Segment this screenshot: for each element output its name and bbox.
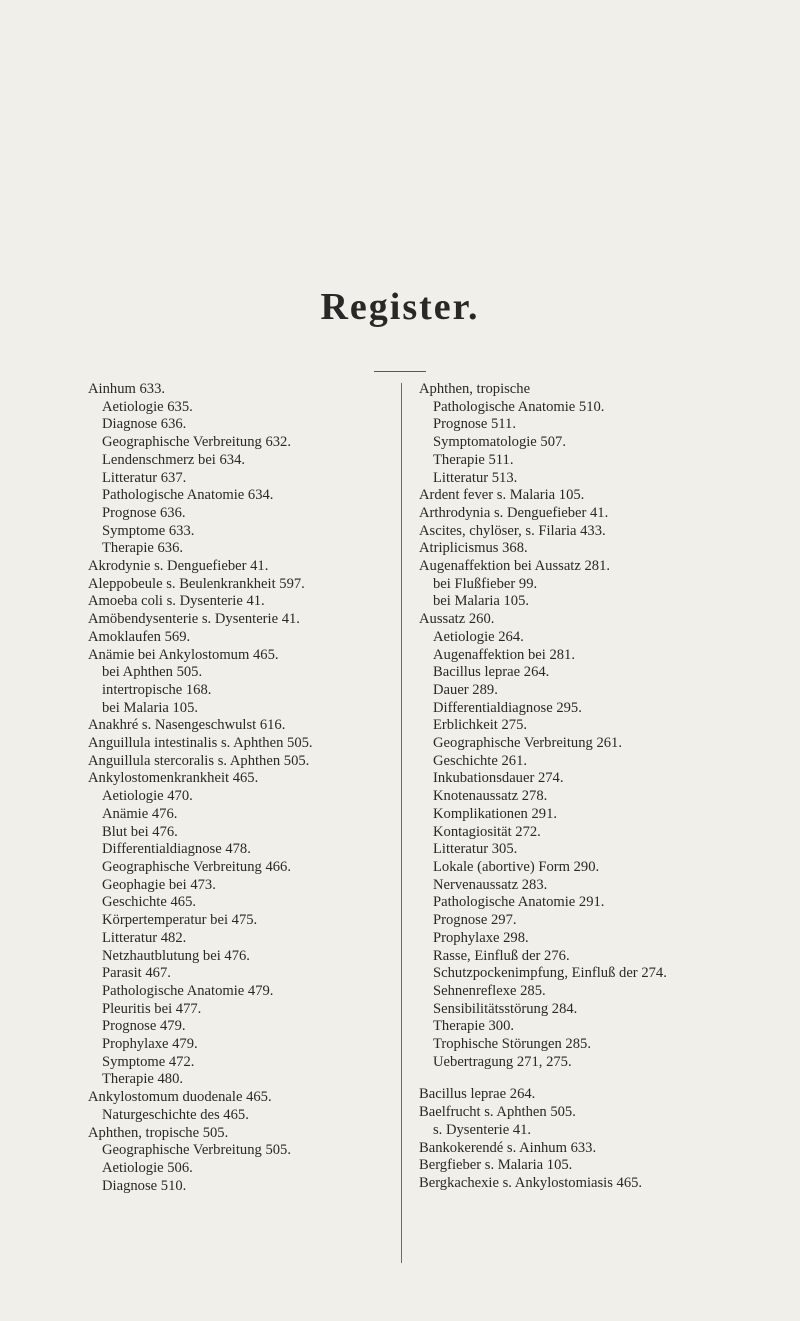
index-entry: Anakhré s. Nasengeschwulst 616. (88, 717, 286, 734)
title-rule (374, 371, 426, 372)
index-subentry: Trophische Störungen 285. (433, 1036, 591, 1053)
column-divider (401, 383, 402, 1263)
index-subentry: Geographische Verbreitung 261. (433, 735, 622, 752)
index-entry: Aphthen, tropische (419, 381, 531, 397)
index-entry: Akrodynie s. Denguefieber 41. (88, 558, 269, 575)
index-column-left (88, 381, 313, 1195)
index-entry: Ainhum 633. (88, 381, 166, 397)
index-subentry: Therapie 300. (433, 1018, 515, 1035)
index-subentry: bei Malaria 105. (102, 699, 199, 716)
index-entry: Bacillus leprae 264. (419, 1086, 536, 1103)
index-subentry: Aetiologie 264. (433, 628, 524, 645)
index-subentry: Sehnenreflexe 285. (433, 982, 546, 999)
index-subentry: Prognose 511. (433, 416, 516, 433)
index-entry: Amöbendysenterie s. Dysenterie 41. (88, 611, 300, 628)
index-subentry: Bacillus leprae 264. (433, 664, 550, 681)
index-subentry: Geophagie bei 473. (102, 876, 216, 893)
index-entry: Aussatz 260. (419, 611, 495, 628)
index-entry: Ardent fever s. Malaria 105. (419, 487, 585, 504)
index-subentry: Prognose 636. (102, 504, 186, 521)
index-entry: Ascites, chylöser, s. Filaria 433. (419, 522, 606, 539)
index-entry: Augenaffektion bei Aussatz 281. (419, 558, 611, 575)
index-subentry: Geographische Verbreitung 632. (102, 434, 291, 451)
index-subentry: Dauer 289. (433, 681, 498, 698)
index-subentry: Litteratur 305. (433, 841, 518, 858)
index-entry: Amoklaufen 569. (88, 628, 191, 645)
index-subentry: Geschichte 465. (102, 894, 197, 911)
index-subentry: Inkubationsdauer 274. (433, 770, 564, 787)
index-entry: Bankokerendé s. Ainhum 633. (419, 1139, 597, 1156)
index-subentry: Symptome 633. (102, 522, 195, 539)
index-subentry: Lendenschmerz bei 634. (102, 451, 246, 468)
index-entry: Ankylostomum duodenale 465. (88, 1089, 272, 1106)
index-subentry: Pleuritis bei 477. (102, 1000, 202, 1017)
index-subentry: Netzhautblutung bei 476. (102, 947, 250, 964)
index-subentry: Erblichkeit 275. (433, 717, 528, 734)
index-subentry: Prophylaxe 298. (433, 929, 529, 946)
index-subentry: Geographische Verbreitung 505. (102, 1142, 291, 1159)
index-column-right (419, 381, 667, 1193)
index-subentry: Prognose 479. (102, 1018, 186, 1035)
index-subentry: Prognose 297. (433, 912, 517, 929)
index-subentry: Blut bei 476. (102, 823, 178, 840)
index-subentry: Symptome 472. (102, 1053, 195, 1070)
index-subentry: Aetiologie 635. (102, 398, 193, 415)
index-subentry: Therapie 636. (102, 540, 184, 557)
index-subentry: Komplikationen 291. (433, 805, 558, 822)
index-subentry: Kontagiosität 272. (433, 823, 541, 840)
index-subentry: Rasse, Einfluß der 276. (433, 947, 570, 964)
index-subentry: Therapie 511. (433, 451, 514, 468)
index-subentry: s. Dysenterie 41. (433, 1121, 532, 1138)
page-title: Register. (320, 286, 480, 328)
index-subentry: Diagnose 510. (102, 1177, 187, 1194)
index-subentry: Pathologische Anatomie 291. (433, 894, 605, 911)
index-subentry: Differentialdiagnose 478. (102, 841, 251, 858)
index-entry: Anämie bei Ankylostomum 465. (88, 646, 279, 663)
index-entry: Aphthen, tropische 505. (88, 1124, 229, 1141)
index-subentry: Geographische Verbreitung 466. (102, 858, 291, 875)
index-subentry: Diagnose 636. (102, 416, 187, 433)
index-subentry: Aetiologie 506. (102, 1159, 193, 1176)
index-subentry: Augenaffektion bei 281. (433, 646, 575, 663)
index-subentry: Körpertemperatur bei 475. (102, 912, 258, 929)
index-subentry: Naturgeschichte des 465. (102, 1106, 249, 1123)
index-subentry: Knotenaussatz 278. (433, 788, 548, 805)
index-subentry: Prophylaxe 479. (102, 1036, 198, 1053)
index-subentry: Litteratur 513. (433, 469, 518, 486)
index-entry: Ankylostomenkrankheit 465. (88, 770, 259, 787)
index-subentry: Geschichte 261. (433, 752, 528, 769)
index-subentry: Pathologische Anatomie 634. (102, 487, 274, 504)
index-subentry: Pathologische Anatomie 479. (102, 982, 274, 999)
index-subentry: Aetiologie 470. (102, 788, 193, 805)
index-subentry: intertropische 168. (102, 681, 212, 698)
index-entry: Baelfrucht s. Aphthen 505. (419, 1104, 576, 1121)
index-subentry: bei Aphthen 505. (102, 664, 203, 681)
index-subentry: Nervenaussatz 283. (433, 876, 548, 893)
index-subentry: bei Malaria 105. (433, 593, 530, 610)
index-subentry: Parasit 467. (102, 965, 171, 982)
index-subentry: Sensibilitätsstörung 284. (433, 1000, 578, 1017)
index-entry: Atriplicismus 368. (419, 540, 528, 557)
index-entry: Bergfieber s. Malaria 105. (419, 1157, 573, 1174)
index-subentry: Litteratur 637. (102, 469, 187, 486)
index-entry: Anguillula intestinalis s. Aphthen 505. (88, 735, 313, 752)
index-subentry: bei Flußfieber 99. (433, 575, 538, 592)
index-subentry: Schutzpockenimpfung, Einfluß der 274. (433, 965, 667, 982)
index-subentry: Lokale (abortive) Form 290. (433, 858, 600, 875)
index-entry: Arthrodynia s. Denguefieber 41. (419, 504, 609, 521)
index-subentry: Differentialdiagnose 295. (433, 699, 582, 716)
index-entry: Bergkachexie s. Ankylostomiasis 465. (419, 1174, 643, 1191)
index-entry: Anguillula stercoralis s. Aphthen 505. (88, 752, 310, 769)
index-subentry: Therapie 480. (102, 1071, 184, 1088)
index-subentry: Uebertragung 271, 275. (433, 1053, 572, 1070)
index-entry: Aleppobeule s. Beulenkrankheit 597. (88, 575, 305, 592)
index-subentry: Symptomatologie 507. (433, 434, 566, 451)
index-subentry: Litteratur 482. (102, 929, 187, 946)
index-subentry: Pathologische Anatomie 510. (433, 398, 605, 415)
index-entry: Amoeba coli s. Dysenterie 41. (88, 593, 265, 610)
index-subentry: Anämie 476. (102, 805, 178, 822)
